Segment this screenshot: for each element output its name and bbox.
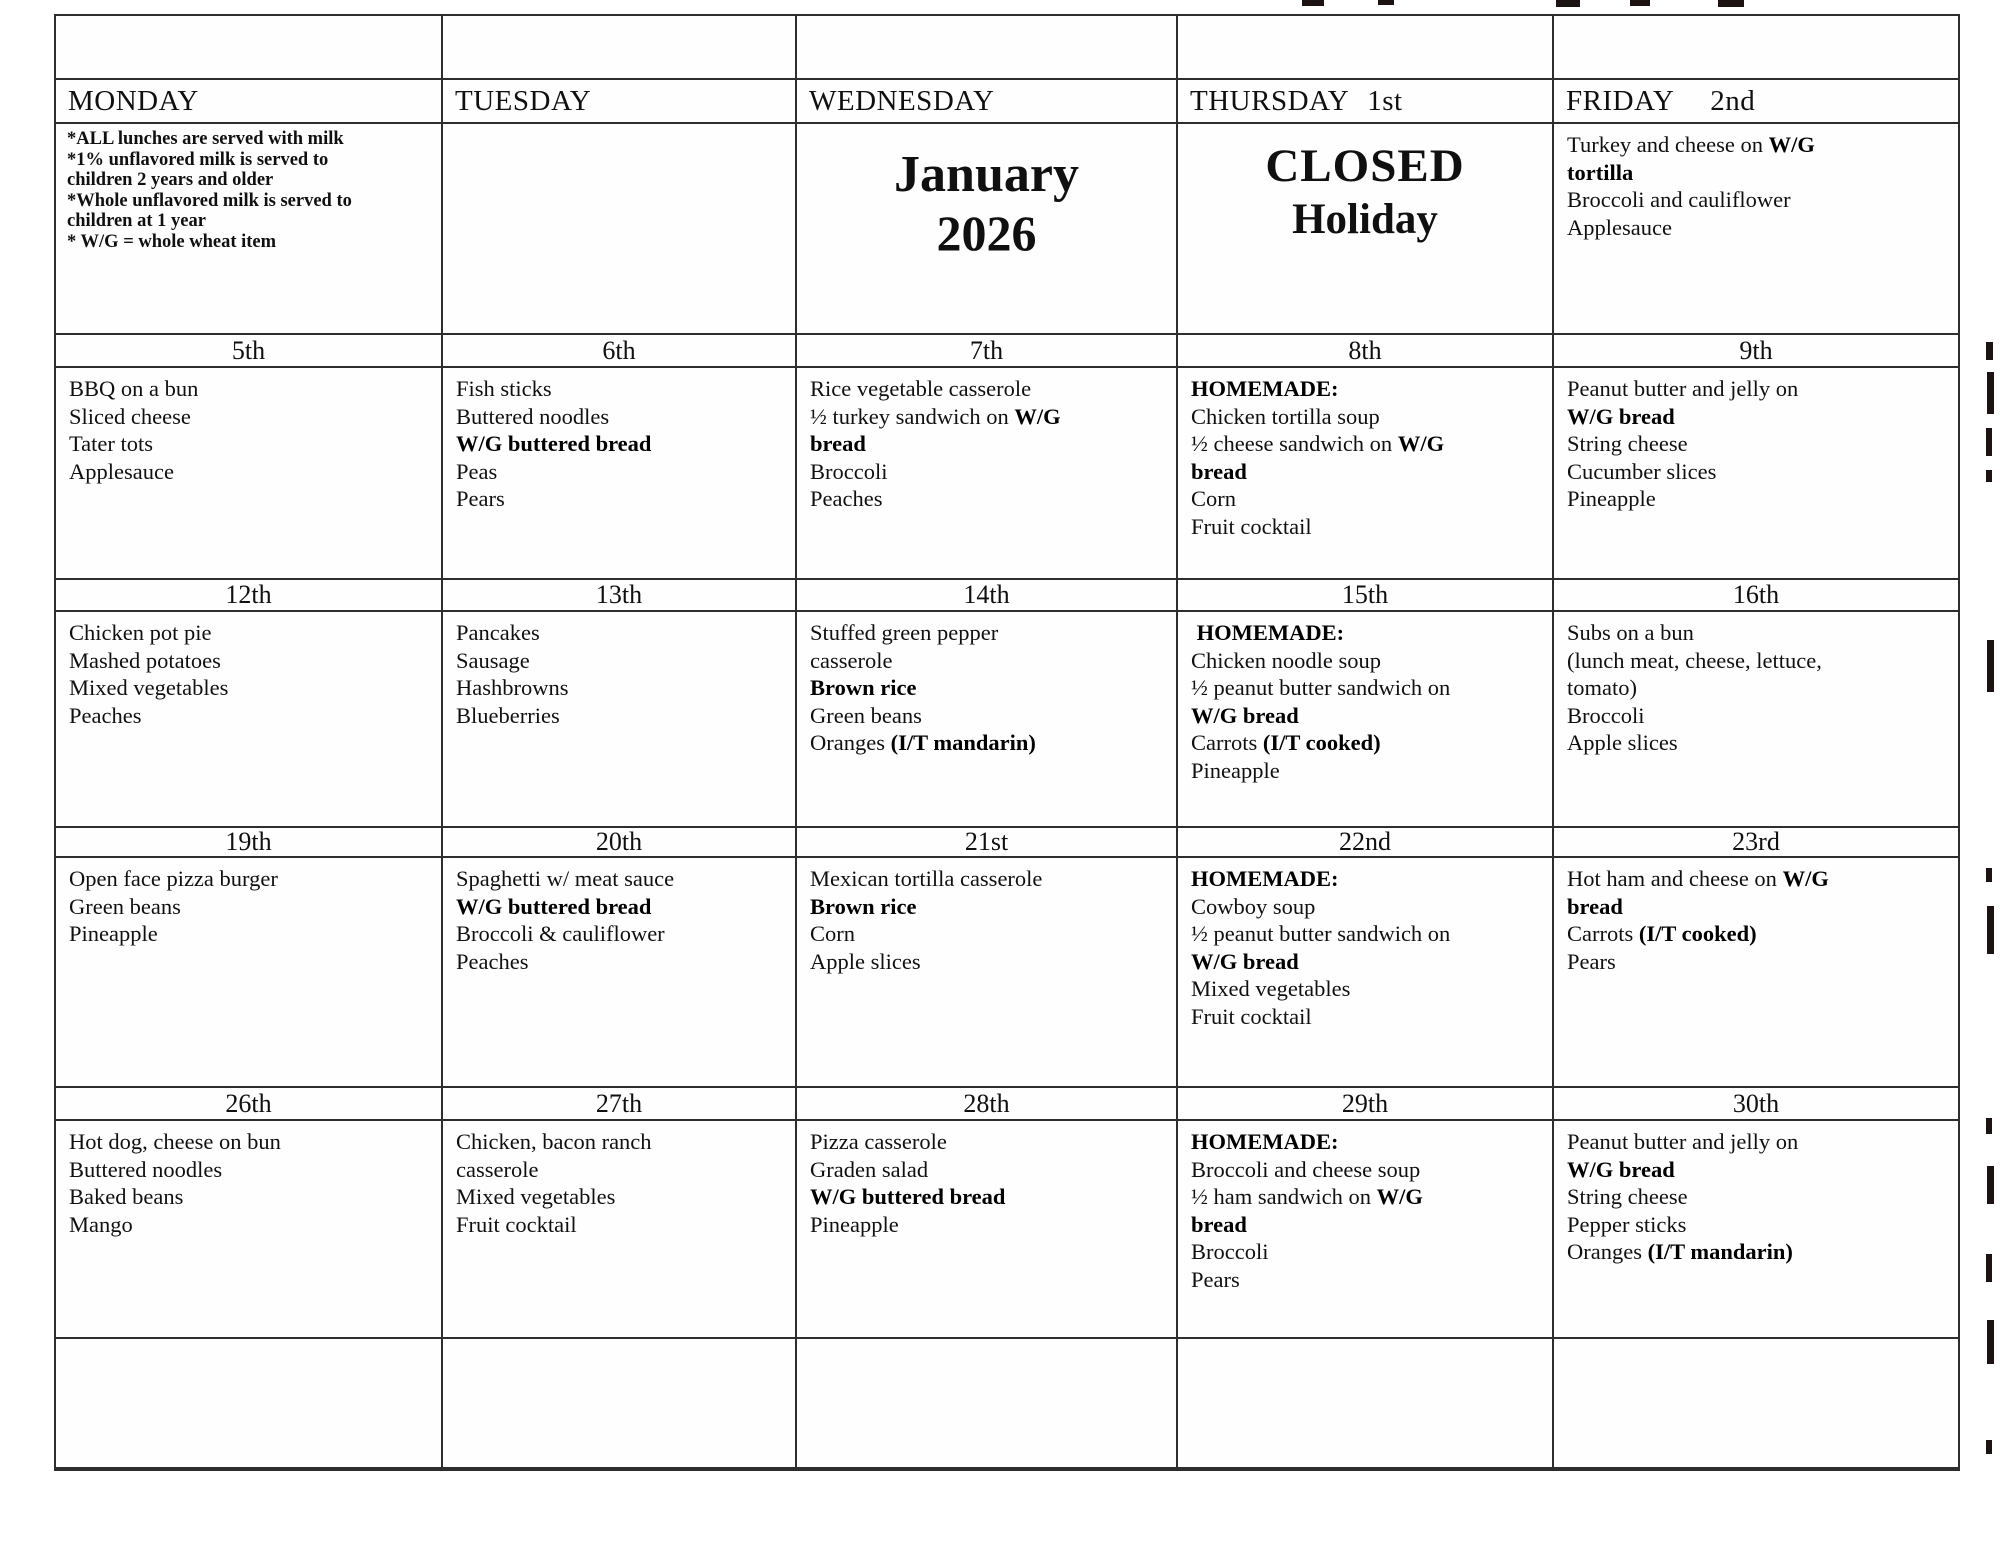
menu-line: Broccoli & cauliflower [456, 921, 665, 946]
day-header-thursday [1178, 80, 1552, 122]
menu-line: Chicken pot pie [69, 620, 212, 645]
date-cell-26th [56, 1088, 441, 1119]
menu-cell-21st [797, 858, 1176, 1086]
menu-line: Pears [1567, 948, 1616, 974]
date-cell-28th [797, 1088, 1176, 1119]
date-label: 13th [595, 580, 643, 609]
menu-cell-12th [56, 612, 441, 826]
menu-line: Broccoli [1191, 1239, 1269, 1264]
menu-line: HOMEMADE: [1196, 620, 1345, 645]
menu-line: ½ peanut butter sandwich on [1191, 921, 1451, 946]
closed-holiday-cell [1178, 124, 1552, 333]
menu-cell-15th [1178, 612, 1552, 826]
menu-line: W/G bread [1191, 948, 1299, 974]
menu-line: Mango [69, 1211, 133, 1237]
empty-cell [443, 16, 795, 78]
menu-line: Peas [456, 458, 498, 484]
date-label: 23rd [1732, 828, 1780, 856]
menu-line: Pineapple [69, 921, 158, 946]
menu-line: ½ cheese sandwich on W/G [1191, 431, 1445, 456]
menu-line: BBQ on a bun [69, 376, 199, 401]
scan-artifact [1556, 0, 1580, 7]
date-label: 26th [225, 1088, 272, 1118]
date-label: 19th [225, 828, 272, 856]
scan-artifact [1987, 372, 1994, 414]
scan-artifact [1986, 470, 1992, 482]
menu-line: casserole [810, 647, 893, 673]
closed-title: CLOSED [1265, 140, 1465, 192]
menu-line: W/G buttered bread [456, 431, 652, 456]
menu-cell-16th [1554, 612, 1958, 826]
menu-line: Corn [810, 921, 855, 946]
menu-line: * W/G = whole wheat item [67, 231, 277, 252]
menu-line: Mixed vegetables [69, 675, 229, 700]
menu-line: W/G buttered bread [456, 893, 652, 919]
menu-cell-28th [797, 1121, 1176, 1337]
menu-cell-22nd [1178, 858, 1552, 1086]
date-cell-22nd [1178, 828, 1552, 856]
menu-line: Pears [456, 486, 505, 511]
day-label: WEDNESDAY [809, 85, 995, 117]
menu-line: Applesauce [1567, 214, 1672, 240]
date-label: 30th [1732, 1088, 1780, 1118]
date-cell-16th [1554, 580, 1958, 610]
menu-line: *1% unflavored milk is served to [67, 149, 329, 170]
empty-cell [56, 1339, 441, 1467]
menu-line: Peanut butter and jelly on [1567, 1129, 1799, 1154]
menu-line: Chicken tortilla soup [1191, 403, 1380, 429]
menu-line: Broccoli [1567, 702, 1645, 728]
date-cell-7th [797, 335, 1176, 366]
empty-cell [1178, 16, 1552, 78]
scan-artifact [1987, 1320, 1994, 1364]
menu-line: bread [1191, 458, 1247, 484]
month-year: 2026 [936, 205, 1037, 261]
menu-cell-30th [1554, 1121, 1958, 1337]
menu-cell-19th [56, 858, 441, 1086]
date-label: 27th [595, 1088, 643, 1118]
menu-cell-20th [443, 858, 795, 1086]
date-label: 22nd [1339, 828, 1391, 856]
date-label: 12th [225, 580, 272, 609]
menu-cell-26th [56, 1121, 441, 1337]
menu-line: W/G bread [1567, 403, 1675, 429]
menu-line: Pizza casserole [810, 1129, 947, 1154]
menu-line: Fruit cocktail [1191, 1003, 1312, 1029]
menu-line: Oranges (I/T mandarin) [810, 730, 1036, 755]
menu-line: Hot dog, cheese on bun [69, 1129, 281, 1154]
menu-line: Carrots (I/T cooked) [1191, 730, 1381, 755]
menu-line: Turkey and cheese on W/G [1567, 132, 1815, 157]
date-label: 15th [1341, 580, 1389, 609]
day-header-friday [1554, 80, 1958, 122]
menu-line: Fish sticks [456, 376, 552, 401]
menu-line: Mixed vegetables [1191, 976, 1351, 1001]
menu-line: children at 1 year [67, 211, 206, 231]
menu-line: Cucumber slices [1567, 458, 1717, 484]
menu-line: Chicken, bacon ranch [456, 1129, 652, 1154]
day-header-monday [56, 80, 441, 122]
menu-line: bread [1191, 1211, 1247, 1237]
date-label: 6th [602, 335, 636, 365]
menu-line: Stuffed green pepper [810, 620, 999, 645]
menu-calendar-table [54, 14, 1960, 1471]
day-date-label: 2nd [1710, 85, 1756, 117]
menu-line: Broccoli and cheese soup [1191, 1156, 1421, 1182]
menu-line: (lunch meat, cheese, lettuce, [1567, 647, 1822, 673]
menu-line: Cowboy soup [1191, 893, 1316, 919]
menu-line: Peaches [456, 948, 529, 974]
day-label: FRIDAY [1566, 85, 1675, 117]
menu-line: Broccoli and cauliflower [1567, 187, 1791, 212]
menu-line: Brown rice [810, 893, 917, 919]
menu-line: Pepper sticks [1567, 1211, 1687, 1237]
date-cell-30th [1554, 1088, 1958, 1119]
menu-line: Pineapple [1191, 757, 1280, 783]
menu-cell-2nd [1554, 124, 1958, 333]
menu-line: Apple slices [810, 948, 921, 974]
menu-line: Sliced cheese [69, 403, 191, 429]
empty-cell [797, 16, 1176, 78]
menu-line: Buttered noodles [69, 1156, 223, 1182]
date-cell-20th [443, 828, 795, 856]
empty-cell [443, 124, 795, 333]
menu-cell-8th [1178, 368, 1552, 578]
menu-cell-7th [797, 368, 1176, 578]
menu-line: bread [1567, 893, 1623, 919]
menu-line: Green beans [810, 702, 922, 728]
date-label: 21st [964, 828, 1009, 856]
scan-artifact [1986, 1118, 1992, 1134]
date-label: 28th [963, 1088, 1010, 1118]
menu-line: Pancakes [456, 620, 540, 645]
menu-line: W/G buttered bread [810, 1184, 1006, 1209]
empty-cell [1554, 16, 1958, 78]
menu-line: Buttered noodles [456, 403, 610, 429]
menu-line: Peanut butter and jelly on [1567, 376, 1799, 401]
menu-line: Mexican tortilla casserole [810, 866, 1043, 891]
menu-line: Brown rice [810, 675, 917, 700]
menu-cell-27th [443, 1121, 795, 1337]
menu-line: ½ turkey sandwich on W/G [810, 403, 1061, 429]
scan-artifact [1986, 428, 1992, 456]
date-label: 5th [231, 335, 266, 365]
menu-line: casserole [456, 1156, 539, 1182]
empty-cell [56, 16, 441, 78]
menu-line: Corn [1191, 486, 1236, 511]
empty-cell [1554, 1339, 1958, 1467]
menu-line: Hot ham and cheese on W/G [1567, 866, 1829, 891]
scan-artifact [1630, 0, 1650, 6]
scan-artifact [1987, 640, 1994, 692]
menu-line: Applesauce [69, 458, 174, 484]
scan-artifact [1718, 0, 1744, 7]
menu-line: W/G bread [1191, 702, 1299, 728]
scan-artifact [1986, 868, 1992, 882]
menu-cell-5th [56, 368, 441, 578]
menu-line: Tater tots [69, 431, 154, 456]
menu-line: Chicken noodle soup [1191, 647, 1381, 673]
menu-line: Hashbrowns [456, 675, 569, 700]
date-label: 8th [1348, 335, 1382, 365]
menu-cell-13th [443, 612, 795, 826]
menu-line: Peaches [810, 486, 883, 511]
closed-subtitle: Holiday [1292, 196, 1438, 243]
date-label: 16th [1732, 580, 1780, 609]
menu-line: Pears [1191, 1266, 1240, 1292]
menu-line: Mashed potatoes [69, 647, 221, 673]
date-cell-27th [443, 1088, 795, 1119]
scan-artifact [1378, 0, 1394, 5]
menu-line: ½ ham sandwich on W/G [1191, 1184, 1423, 1209]
menu-line: Pineapple [1567, 486, 1656, 511]
menu-cell-23rd [1554, 858, 1958, 1086]
menu-line: Fruit cocktail [456, 1211, 577, 1237]
menu-line: Oranges (I/T mandarin) [1567, 1239, 1793, 1264]
empty-cell [443, 1339, 795, 1467]
scan-artifact [1987, 1166, 1994, 1204]
scan-artifact [1302, 0, 1324, 6]
menu-line: tomato) [1567, 675, 1637, 700]
menu-line: Open face pizza burger [69, 866, 278, 891]
empty-cell [797, 1339, 1176, 1467]
menu-line: HOMEMADE: [1191, 376, 1339, 401]
menu-line: String cheese [1567, 1184, 1688, 1209]
date-cell-9th [1554, 335, 1958, 366]
scan-artifact [1986, 1254, 1992, 1282]
date-label: 7th [969, 335, 1004, 365]
day-label: TUESDAY [455, 85, 592, 117]
menu-line: Peaches [69, 702, 142, 728]
menu-line: Mixed vegetables [456, 1184, 616, 1209]
day-header-tuesday [443, 80, 795, 122]
day-date-label: 1st [1367, 85, 1403, 117]
date-cell-13th [443, 580, 795, 610]
empty-cell [1178, 1339, 1552, 1467]
date-label: 20th [595, 828, 643, 856]
date-cell-12th [56, 580, 441, 610]
menu-line: Spaghetti w/ meat sauce [456, 866, 675, 891]
scan-artifact [1987, 906, 1994, 954]
scan-artifact [1986, 1440, 1992, 1454]
menu-line: Baked beans [69, 1184, 184, 1209]
menu-line: bread [810, 431, 866, 456]
date-cell-5th [56, 335, 441, 366]
menu-line: W/G bread [1567, 1156, 1675, 1182]
menu-line: Graden salad [810, 1156, 929, 1182]
menu-line: Pineapple [810, 1211, 899, 1237]
menu-line: *ALL lunches are served with milk [67, 129, 344, 149]
day-label: MONDAY [68, 85, 199, 117]
menu-line: children 2 years and older [67, 170, 274, 190]
date-cell-19th [56, 828, 441, 856]
menu-line: tortilla [1567, 159, 1634, 185]
menu-line: Broccoli [810, 458, 888, 484]
menu-line: Sausage [456, 647, 530, 673]
month-title-cell [797, 124, 1176, 333]
day-header-wednesday [797, 80, 1176, 122]
menu-line: String cheese [1567, 431, 1688, 456]
menu-line: ½ peanut butter sandwich on [1191, 675, 1451, 700]
date-cell-21st [797, 828, 1176, 856]
milk-notes-cell [56, 124, 441, 333]
menu-cell-14th [797, 612, 1176, 826]
menu-cell-29th [1178, 1121, 1552, 1337]
date-cell-15th [1178, 580, 1552, 610]
date-cell-8th [1178, 335, 1552, 366]
date-cell-14th [797, 580, 1176, 610]
menu-line: Rice vegetable casserole [810, 376, 1032, 401]
date-label: 14th [963, 580, 1010, 609]
menu-line: Apple slices [1567, 730, 1678, 755]
menu-line: Fruit cocktail [1191, 513, 1312, 539]
date-cell-23rd [1554, 828, 1958, 856]
date-label: 9th [1739, 335, 1773, 365]
menu-line: Subs on a bun [1567, 620, 1694, 645]
day-label: THURSDAY [1190, 85, 1350, 117]
date-label: 29th [1341, 1088, 1389, 1118]
menu-cell-9th [1554, 368, 1958, 578]
menu-line: Carrots (I/T cooked) [1567, 921, 1757, 946]
menu-line: HOMEMADE: [1191, 866, 1339, 891]
menu-line: Blueberries [456, 702, 560, 728]
menu-cell-6th [443, 368, 795, 578]
date-cell-6th [443, 335, 795, 366]
menu-line: Green beans [69, 893, 181, 919]
menu-line: *Whole unflavored milk is served to [67, 190, 352, 211]
scan-artifact [1986, 342, 1993, 360]
menu-line: HOMEMADE: [1191, 1129, 1339, 1154]
date-cell-29th [1178, 1088, 1552, 1119]
month-name: January [894, 146, 1079, 203]
